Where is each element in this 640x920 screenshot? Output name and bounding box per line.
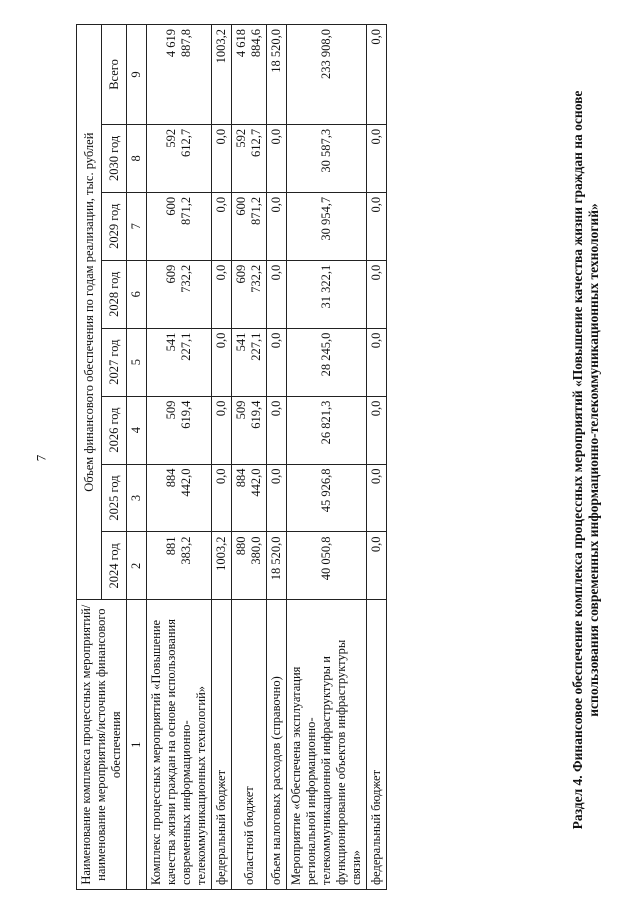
cell-value: 26 821,3 (287, 396, 367, 464)
cell-value: 0,0 (212, 192, 232, 260)
cell-total: 0,0 (367, 25, 387, 125)
cell-total: 18 520,0 (267, 25, 287, 125)
cell-value: 18 520,0 (267, 532, 287, 600)
page-number: 7 (33, 454, 49, 462)
row-name: федеральный бюджет (212, 600, 232, 890)
section-title: Раздел 4. Финансовое обеспечение комплекса процессных мероприятий «Повышение качества жизни граждан на основе использования современных информационно-телекоммуникационных технологий» (570, 90, 601, 830)
cell-value: 509 619,4 (232, 396, 267, 464)
column-number: 7 (127, 192, 147, 260)
cell-value: 0,0 (267, 464, 287, 532)
cell-value: 0,0 (267, 328, 287, 396)
cell-value: 0,0 (212, 396, 232, 464)
cell-value: 592 612,7 (147, 124, 212, 192)
year-header: 2028 год (102, 260, 127, 328)
column-number: 4 (127, 396, 147, 464)
cell-value: 0,0 (367, 396, 387, 464)
cell-value: 0,0 (367, 124, 387, 192)
cell-value: 31 322,1 (287, 260, 367, 328)
cell-value: 0,0 (212, 464, 232, 532)
cell-value: 884 442,0 (232, 464, 267, 532)
total-header: Всего (102, 25, 127, 125)
cell-value: 541 227,1 (147, 328, 212, 396)
cell-value: 609 732,2 (147, 260, 212, 328)
cell-value: 509 619,4 (147, 396, 212, 464)
cell-value: 1003,2 (212, 532, 232, 600)
cell-value: 0,0 (212, 328, 232, 396)
year-header: 2030 год (102, 124, 127, 192)
column-number: 2 (127, 532, 147, 600)
cell-value: 609 732,2 (232, 260, 267, 328)
landscape-sheet (40, 20, 600, 900)
column-number: 8 (127, 124, 147, 192)
cell-value: 40 050,8 (287, 532, 367, 600)
year-header: 2024 год (102, 532, 127, 600)
cell-value: 0,0 (367, 192, 387, 260)
column-number: 1 (127, 600, 147, 890)
cell-value: 600 871,2 (232, 192, 267, 260)
cell-value: 0,0 (212, 260, 232, 328)
cell-value: 0,0 (367, 328, 387, 396)
column-number: 6 (127, 260, 147, 328)
cell-value: 0,0 (212, 124, 232, 192)
table-row (287, 25, 367, 890)
year-header: 2029 год (102, 192, 127, 260)
cell-value: 0,0 (367, 260, 387, 328)
financing-table (76, 24, 387, 890)
cell-total: 4 618 884,6 (232, 25, 267, 125)
cell-value: 0,0 (367, 532, 387, 600)
cell-value: 30 954,7 (287, 192, 367, 260)
table-row (367, 25, 387, 890)
cell-value: 880 380,0 (232, 532, 267, 600)
column-number: 9 (127, 25, 147, 125)
row-name: областной бюджет (232, 600, 267, 890)
row-name: федеральный бюджет (367, 600, 387, 890)
cell-total: 233 908,0 (287, 25, 367, 125)
row-name: объем налоговых расходов (справочно) (267, 600, 287, 890)
cell-value: 45 926,8 (287, 464, 367, 532)
cell-value: 0,0 (367, 464, 387, 532)
table-row (147, 25, 212, 890)
volume-group-header: Объем финансового обеспечения по годам реализации, тыс. рублей (77, 25, 102, 600)
cell-value: 884 442,0 (147, 464, 212, 532)
cell-value: 0,0 (267, 192, 287, 260)
cell-value: 881 383,2 (147, 532, 212, 600)
cell-value: 541 227,1 (232, 328, 267, 396)
cell-value: 30 587,3 (287, 124, 367, 192)
name-column-header: Наименование комплекса процессных мероприятий/наименование мероприятия/источник финансового обеспечения (77, 600, 127, 890)
cell-value: 0,0 (267, 124, 287, 192)
column-number: 3 (127, 464, 147, 532)
year-header: 2027 год (102, 328, 127, 396)
cell-value: 0,0 (267, 396, 287, 464)
cell-value: 600 871,2 (147, 192, 212, 260)
cell-total: 4 619 887,8 (147, 25, 212, 125)
row-name: Мероприятие «Обеспечена эксплуатация региональной информационно-телекоммуникационной инфраструктуры и функционирование объектов инфраструктуры связи» (287, 600, 367, 890)
year-header: 2025 год (102, 464, 127, 532)
cell-value: 28 245,0 (287, 328, 367, 396)
year-header: 2026 год (102, 396, 127, 464)
cell-total: 1003,2 (212, 25, 232, 125)
table-row (212, 25, 232, 890)
row-name: Комплекс процессных мероприятий «Повышение качества жизни граждан на основе использования современных информационно-телекоммуникационных технологий» (147, 600, 212, 890)
table-row (267, 25, 287, 890)
column-number: 5 (127, 328, 147, 396)
cell-value: 0,0 (267, 260, 287, 328)
table-row (232, 25, 267, 890)
cell-value: 592 612,7 (232, 124, 267, 192)
